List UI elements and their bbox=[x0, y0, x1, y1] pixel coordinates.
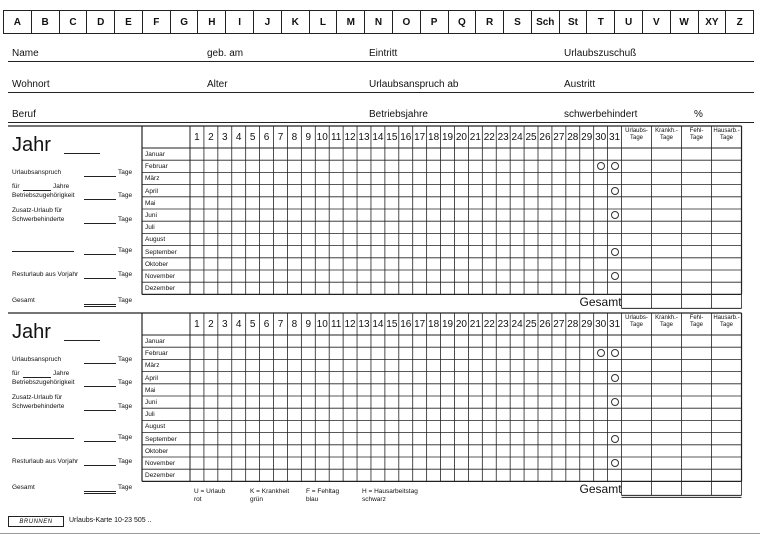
day-header: 18 bbox=[428, 318, 440, 330]
jahr-label: Jahr bbox=[12, 134, 51, 156]
jahre-label: Jahre bbox=[53, 183, 70, 190]
legend-code: F = Fehltag bbox=[306, 488, 340, 495]
month-label: Februar bbox=[145, 163, 168, 171]
beruf-label: Beruf bbox=[12, 109, 36, 120]
tage-blank bbox=[84, 176, 116, 177]
day-header: 15 bbox=[386, 318, 398, 330]
alphabet-tab: P bbox=[421, 11, 449, 33]
legend-color: grün bbox=[250, 496, 264, 503]
zusatz-urlaub-label: Zusatz-Urlaub für bbox=[12, 207, 63, 214]
invalid-day-marker bbox=[611, 459, 619, 467]
invalid-day-marker bbox=[611, 162, 619, 170]
summary-header: Fehl- Tage bbox=[689, 315, 704, 328]
month-label: Januar bbox=[145, 151, 165, 158]
day-header: 11 bbox=[330, 131, 342, 143]
day-header: 1 bbox=[194, 318, 200, 330]
invalid-day-marker bbox=[611, 398, 619, 406]
month-label: Oktober bbox=[145, 447, 169, 455]
day-header: 22 bbox=[483, 318, 495, 330]
tage-label: Tage bbox=[118, 403, 133, 410]
jahr-label: Jahr bbox=[12, 321, 51, 343]
tage-blank bbox=[84, 465, 116, 466]
summary-header: Krankh.- Tage bbox=[655, 128, 678, 141]
tage-label: Tage bbox=[118, 192, 133, 199]
alphabet-tab: O bbox=[393, 11, 421, 33]
summary-header: Fehl- Tage bbox=[689, 128, 704, 141]
month-label: Dezember bbox=[145, 472, 175, 480]
alphabet-tab: Z bbox=[736, 16, 743, 28]
day-header: 25 bbox=[525, 318, 537, 330]
day-header: 17 bbox=[414, 131, 426, 143]
brand-logo: BRUNNEN bbox=[8, 516, 64, 527]
jahr-line bbox=[64, 153, 100, 154]
day-header: 29 bbox=[581, 318, 593, 330]
summary-header: Urlaubs- Tage bbox=[625, 128, 648, 141]
day-header: 2 bbox=[208, 318, 214, 330]
tage-blank bbox=[84, 304, 116, 305]
alphabet-tab: I bbox=[226, 11, 254, 33]
day-header: 15 bbox=[386, 131, 398, 143]
legend-color: schwarz bbox=[362, 496, 386, 503]
schwerbehinderte-label: Schwerbehinderte bbox=[12, 403, 65, 410]
day-header: 28 bbox=[567, 318, 579, 330]
tage-blank-double bbox=[84, 306, 116, 307]
tage-blank bbox=[84, 254, 116, 255]
austritt-label: Austritt bbox=[564, 79, 596, 90]
month-label: März bbox=[145, 175, 160, 183]
alphabet-tab: V bbox=[643, 11, 671, 33]
day-header: 18 bbox=[428, 131, 440, 143]
month-label: Juli bbox=[145, 224, 155, 232]
jahr-line bbox=[64, 340, 100, 341]
month-label: Juni bbox=[145, 212, 157, 219]
resturlaub-label: Resturlaub aus Vorjahr bbox=[12, 458, 79, 465]
tage-label: Tage bbox=[118, 297, 133, 304]
month-label: Juni bbox=[145, 399, 157, 406]
day-header: 25 bbox=[525, 131, 537, 143]
day-header: 4 bbox=[235, 318, 242, 330]
day-header: 3 bbox=[222, 318, 228, 330]
bottom-rule bbox=[0, 533, 760, 534]
day-header: 21 bbox=[469, 131, 481, 143]
month-label: August bbox=[145, 423, 166, 431]
day-header: 5 bbox=[249, 131, 256, 143]
tage-label: Tage bbox=[118, 434, 133, 441]
day-header: 2 bbox=[208, 131, 214, 143]
day-header: 19 bbox=[441, 131, 454, 143]
invalid-day-marker bbox=[611, 374, 619, 382]
day-header: 13 bbox=[358, 318, 370, 330]
tage-blank bbox=[84, 199, 116, 200]
day-header: 14 bbox=[372, 131, 384, 143]
day-header: 8 bbox=[291, 131, 298, 143]
month-label: Mai bbox=[145, 199, 156, 207]
day-header: 20 bbox=[455, 318, 467, 330]
invalid-day-marker bbox=[611, 272, 619, 280]
day-header: 14 bbox=[372, 318, 384, 330]
tage-label: Tage bbox=[118, 247, 133, 254]
day-header: 24 bbox=[511, 131, 523, 143]
day-header: 8 bbox=[291, 318, 298, 330]
day-header: 31 bbox=[608, 318, 621, 330]
urlaubsanspruch-label: Urlaubsanspruch bbox=[12, 356, 62, 363]
day-header: 23 bbox=[497, 318, 509, 330]
day-header: 6 bbox=[263, 131, 270, 143]
urlaubsanspruch-ab-label: Urlaubsanspruch ab bbox=[369, 79, 459, 90]
month-label: Mai bbox=[145, 386, 156, 394]
legend-color: rot bbox=[194, 496, 202, 503]
tage-label: Tage bbox=[118, 458, 133, 465]
alphabet-tab: St bbox=[560, 11, 588, 33]
summary-header: Hausarb.- Tage bbox=[713, 315, 740, 328]
alphabet-tab: K bbox=[282, 11, 310, 33]
alphabet-tab: S bbox=[504, 11, 532, 33]
day-header: 6 bbox=[263, 318, 270, 330]
tage-blank bbox=[84, 223, 116, 224]
gesamt-label: Gesamt bbox=[579, 295, 622, 310]
legend-code: K = Krankheit bbox=[250, 488, 290, 495]
schwerbehinderte-label: Schwerbehinderte bbox=[12, 216, 65, 223]
alphabet-tab: T bbox=[587, 11, 615, 33]
tage-label: Tage bbox=[118, 169, 133, 176]
jahre-label: Jahre bbox=[53, 370, 70, 377]
day-header: 26 bbox=[539, 318, 551, 330]
gesamt-side-label: Gesamt bbox=[12, 484, 35, 491]
gesamt-label: Gesamt bbox=[579, 482, 622, 497]
invalid-day-marker bbox=[597, 162, 605, 170]
summary-header: Hausarb.- Tage bbox=[713, 128, 740, 141]
day-header: 9 bbox=[305, 131, 312, 143]
month-label: September bbox=[145, 248, 177, 256]
tage-label: Tage bbox=[118, 379, 133, 386]
betriebszugehoerigkeit-label: Betriebszugehörigkeit bbox=[12, 192, 75, 199]
tage-label: Tage bbox=[118, 216, 133, 223]
day-header: 12 bbox=[344, 131, 356, 143]
alphabet-tab: Sch bbox=[532, 11, 560, 33]
alphabet-tab: J bbox=[254, 11, 282, 33]
gesamt-side-label: Gesamt bbox=[12, 297, 35, 304]
day-header: 30 bbox=[595, 318, 607, 330]
day-header: 11 bbox=[330, 318, 342, 330]
invalid-day-marker bbox=[611, 187, 619, 195]
month-label: Januar bbox=[145, 338, 165, 345]
day-header: 24 bbox=[511, 318, 523, 330]
day-header: 5 bbox=[249, 318, 256, 330]
month-label: Dezember bbox=[145, 285, 175, 293]
month-label: August bbox=[145, 236, 166, 244]
day-header: 21 bbox=[469, 318, 481, 330]
invalid-day-marker bbox=[611, 211, 619, 219]
day-header: 1 bbox=[194, 131, 200, 143]
tage-blank bbox=[84, 278, 116, 279]
alphabet-tab: Q bbox=[449, 11, 477, 33]
legend-code: H = Hausarbeitstag bbox=[362, 488, 418, 495]
extra-blank bbox=[12, 438, 74, 439]
alphabet-tab: C bbox=[60, 11, 88, 33]
eintritt-label: Eintritt bbox=[369, 48, 398, 59]
tage-blank-double bbox=[84, 493, 116, 494]
alphabet-tab: L bbox=[310, 11, 338, 33]
day-header: 7 bbox=[277, 131, 284, 143]
day-header: 19 bbox=[441, 318, 454, 330]
day-header: 7 bbox=[277, 318, 284, 330]
wohnort-label: Wohnort bbox=[12, 79, 50, 90]
day-header: 22 bbox=[483, 131, 495, 143]
alphabet-tab: M bbox=[337, 11, 365, 33]
day-header: 29 bbox=[581, 131, 593, 143]
day-header: 13 bbox=[358, 131, 370, 143]
form-number: Urlaubs-Karte 10-23 505 .. bbox=[69, 517, 152, 524]
betriebsjahre-label: Betriebsjahre bbox=[369, 109, 428, 120]
tage-label: Tage bbox=[118, 271, 133, 278]
month-label: April bbox=[145, 374, 159, 382]
day-header: 30 bbox=[595, 131, 607, 143]
day-header: 23 bbox=[497, 131, 509, 143]
tage-blank bbox=[84, 410, 116, 411]
resturlaub-label: Resturlaub aus Vorjahr bbox=[12, 271, 79, 278]
extra-blank bbox=[12, 251, 74, 252]
alphabet-tab: H bbox=[198, 11, 226, 33]
legend-color: blau bbox=[306, 496, 319, 503]
tage-blank bbox=[84, 441, 116, 442]
alphabet-tab: D bbox=[87, 11, 115, 33]
day-header: 31 bbox=[608, 131, 621, 143]
day-header: 9 bbox=[305, 318, 312, 330]
zusatz-urlaub-label: Zusatz-Urlaub für bbox=[12, 394, 63, 401]
day-header: 20 bbox=[455, 131, 467, 143]
alphabet-tab: G bbox=[171, 11, 199, 33]
day-header: 10 bbox=[316, 131, 328, 143]
day-header: 27 bbox=[553, 318, 565, 330]
day-header: 17 bbox=[414, 318, 426, 330]
header-line-3 bbox=[8, 122, 754, 123]
month-label: September bbox=[145, 435, 177, 443]
invalid-day-marker bbox=[611, 349, 619, 357]
day-header: 16 bbox=[400, 318, 412, 330]
day-header: 10 bbox=[316, 318, 328, 330]
fuer-blank bbox=[23, 190, 51, 191]
tage-blank bbox=[84, 491, 116, 492]
day-header: 26 bbox=[539, 131, 551, 143]
fuer-blank bbox=[23, 377, 51, 378]
summary-header: Urlaubs- Tage bbox=[625, 315, 648, 328]
fuer-label: für bbox=[12, 370, 20, 377]
tage-blank bbox=[84, 363, 116, 364]
alphabet-tab: E bbox=[115, 11, 143, 33]
betriebszugehoerigkeit-label: Betriebszugehörigkeit bbox=[12, 379, 75, 386]
legend-code: U = Urlaub bbox=[194, 488, 226, 495]
alphabet-tab: A bbox=[4, 11, 32, 33]
day-header: 3 bbox=[222, 131, 228, 143]
alphabet-index bbox=[3, 10, 754, 34]
alter-label: Alter bbox=[207, 79, 228, 90]
fuer-label: für bbox=[12, 183, 20, 190]
alphabet-tab: B bbox=[32, 11, 60, 33]
invalid-day-marker bbox=[611, 435, 619, 443]
month-label: Juli bbox=[145, 411, 155, 419]
name-label: Name bbox=[12, 48, 39, 59]
day-header: 12 bbox=[344, 318, 356, 330]
month-label: November bbox=[145, 273, 175, 280]
geb-am-label: geb. am bbox=[207, 48, 244, 59]
urlaubszuschuss-label: Urlaubszuschuß bbox=[564, 48, 637, 59]
month-label: Oktober bbox=[145, 260, 169, 268]
alphabet-tab: R bbox=[476, 11, 504, 33]
tage-blank bbox=[84, 386, 116, 387]
tage-label: Tage bbox=[118, 356, 133, 363]
month-label: November bbox=[145, 460, 175, 467]
header-line-1 bbox=[8, 61, 754, 62]
alphabet-tab: U bbox=[615, 11, 643, 33]
alphabet-tab: W bbox=[671, 11, 699, 33]
percent-label: % bbox=[694, 109, 703, 120]
invalid-day-marker bbox=[611, 248, 619, 256]
invalid-day-marker bbox=[597, 349, 605, 357]
alphabet-tab: N bbox=[365, 11, 393, 33]
summary-header: Krankh.- Tage bbox=[655, 315, 678, 328]
month-label: März bbox=[145, 362, 160, 370]
tage-label: Tage bbox=[118, 484, 133, 491]
schwerbehindert-label: schwerbehindert bbox=[564, 109, 638, 120]
month-label: April bbox=[145, 187, 159, 195]
header-line-2 bbox=[8, 92, 754, 93]
month-label: Februar bbox=[145, 350, 168, 358]
day-header: 27 bbox=[553, 131, 565, 143]
day-header: 4 bbox=[235, 131, 242, 143]
day-header: 16 bbox=[400, 131, 412, 143]
alphabet-tab: F bbox=[143, 11, 171, 33]
alphabet-tab: XY bbox=[699, 11, 727, 33]
urlaubsanspruch-label: Urlaubsanspruch bbox=[12, 169, 62, 176]
day-header: 28 bbox=[567, 131, 579, 143]
